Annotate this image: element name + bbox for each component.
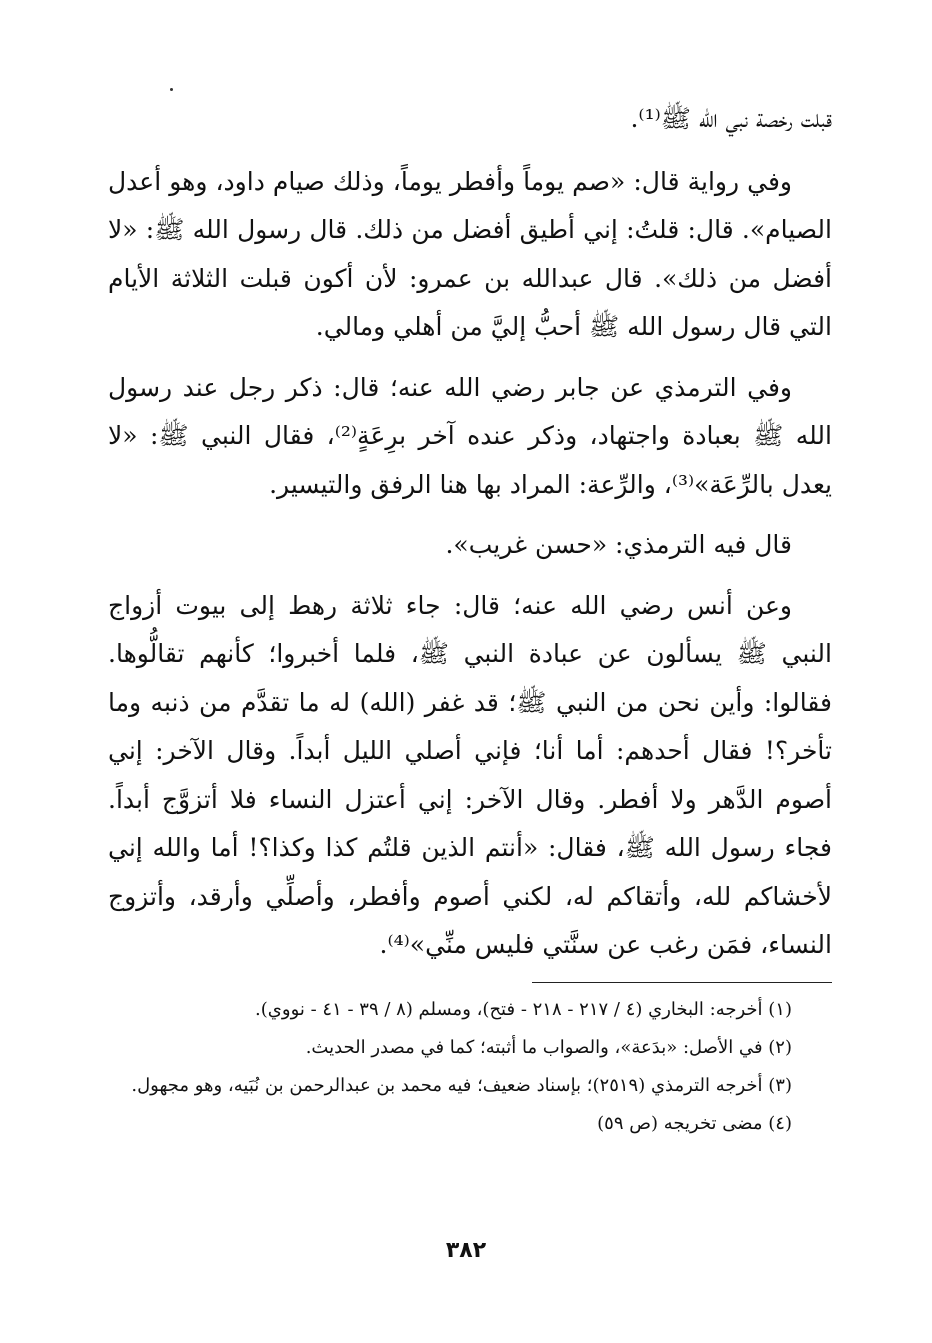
page-number: ٣٨٢ [445, 1238, 487, 1263]
scan-speck [170, 88, 173, 91]
footnote-divider [532, 982, 832, 983]
footnote-4: (٤) مضى تخريجه (ص ٥٩) [597, 1112, 792, 1134]
paragraph-5: وعن أنس رضي الله عنه؛ قال: جاء ثلاثة رهط إلى بيوت أزواج النبي ﷺ يسألون عن عبادة النبي ﷺ، فلما أخبروا؛ كأنهم تقالُّوها. فقالوا: وأين نحن من النبي ﷺ؛ قد غفر (الله) له ما تقدَّم من ذنبه وما تأخر؟! فقال أحدهم: أما أنا؛ فإني أصلي الليل أبداً. وقال الآخر: إني أصوم الدَّهر ولا أفطر. وقال الآخر: إني أعتزل النساء فلا أتزوَّج أبداً. فجاء رسول الله ﷺ، فقال: «أنتم الذين قلتُم كذا وكذا؟! أما والله إني لأخشاكم لله، وأتقاكم له، لكني أصوم وأفطر، وأصلِّي وأرقد، وأتزوج النساء، فمَن رغب عن سنَّتي فليس منِّي»⁽⁴⁾. [108, 590, 832, 959]
footnote-1: (١) أخرجه: البخاري (٤ / ٢١٧ - ٢١٨ - فتح)، ومسلم (٨ / ٣٩ - ٤١ - نووي). [255, 998, 792, 1020]
footnote-2: (٢) في الأصل: «بدَعة»، والصواب ما أثبته؛ كما في مصدر الحديث. [305, 1036, 792, 1058]
paragraph-4: قال فيه الترمذي: «حسن غريب». [445, 530, 792, 559]
paragraph-3: وفي الترمذي عن جابر رضي الله عنه؛ قال: ذكر رجل عند رسول الله ﷺ بعبادة واجتهاد، وذكر عنده آخر برِعَةٍ⁽²⁾، فقال النبي ﷺ: «لا يعدل بالرِّعَة»⁽³⁾، والرِّعة: المراد بها هنا الرفق والتيسير. [108, 372, 832, 499]
paragraph-2: وفي رواية قال: «صم يوماً وأفطر يوماً، وذلك صيام داود، وهو أعدل الصيام». قال: قلتُ: إني أطيق أفضل من ذلك. قال رسول الله ﷺ: «لا أفضل من ذلك». قال عبدالله بن عمرو: لأن أكون قبلت الثلاثة الأيام التي قال رسول الله ﷺ أحبُّ إليَّ من أهلي ومالي. [108, 166, 832, 341]
footnote-3: (٣) أخرجه الترمذي (٢٥١٩)؛ بإسناد ضعيف؛ فيه محمد بن عبدالرحمن بن نُبَيه، وهو مجهول. [131, 1074, 792, 1096]
document-page [108, 95, 832, 1283]
paragraph-1: قبلت رخصة نبي الله ﷺ⁽¹⁾. [630, 104, 832, 133]
